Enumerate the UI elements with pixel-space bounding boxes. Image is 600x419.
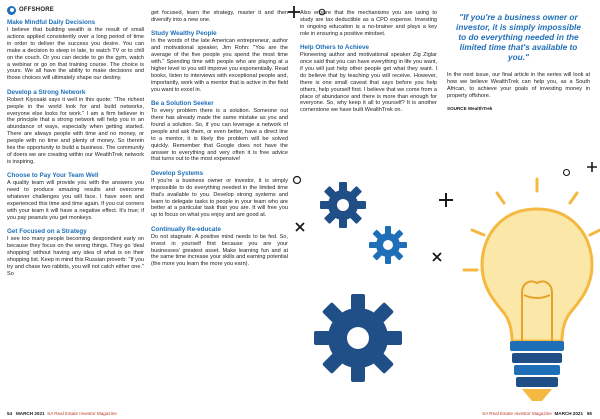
circle-icon <box>318 8 326 16</box>
heading-pay-team: Choose to Pay Your Team Well <box>7 172 99 180</box>
heading-focused-strategy: Get Focused on a Strategy <box>7 228 87 236</box>
paragraph: In the words of the late American entrepreneur, author and motivational speaker, Jim Rohn: "You are the average of the five people you spend the most time with." Spending time with people who are playing at a higher level to you will improve you exponentially. Read books, listen to interviews with exceptional people and, importantly, work with a mentor that is active in the field you want to excel in. <box>151 38 288 93</box>
footer-right <box>482 411 592 416</box>
section-label: OFFSHORE <box>19 7 54 13</box>
heading-re-educate: Continually Re-educate <box>151 225 221 233</box>
plus-icon <box>585 160 599 174</box>
column-4 <box>447 10 590 113</box>
magazine-logo-icon <box>7 6 16 15</box>
cross-icon <box>293 220 307 234</box>
paragraph: Also ensure that the mechanisms you are using to study are tax deductible as a CPD expense. Investing in ongoing education is a no-brainer and plays a key role in ensuring a positive mindset. <box>300 10 437 37</box>
magazine-name: SA Real Estate Investor Magazine <box>47 411 117 416</box>
section-header <box>7 5 54 15</box>
paragraph: I see too many people becoming despondent early on because they focus on the wrong things. They go 'deal shopping' without having any idea of what is on their shopping list. Keep in mind this Russian proverb: "If you try and chase two rabbits, you will not catch either one." So <box>7 236 145 277</box>
pull-quote: "If you're a business owner or investor, it is simply impossible to do everything needed in the limited time that's available to you." <box>456 12 581 62</box>
issue-date: MARCH 2021 <box>15 411 45 416</box>
paragraph: In the next issue, our final article in the series will look at how we believe WealthTrek can help you, as a South African, to achieve your goals of investing money in property offshore. <box>447 72 590 99</box>
paragraph: If you're a business owner or investor, it is simply impossible to do everything needed in the limited time that's available to you. Develop strong systems and learn to delegate tasks to people in your team who are better at a particular task than you are. It will free you up to focus on what you enjoy and are good at. <box>151 177 288 219</box>
heading-solution-seeker: Be a Solution Seeker <box>151 100 214 108</box>
paragraph: A quality team will provide you with the answers you need to produce amazing results and overcome whatever challenges you will face. I have seen and experienced this time and time again. If you cut corners with your team it will have a negative effect. It's true; if you pay peanuts you get monkeys. <box>7 180 144 221</box>
issue-date: MARCH 2021 <box>554 411 584 416</box>
heading-help-others: Help Others to Achieve <box>300 44 370 52</box>
source-credit: SOURCE WealthTrek <box>447 106 493 112</box>
paragraph: I believe that building wealth is the result of small actions applied consistently over a long period of time in order to deliver the success you desire. You can make a decision to sleep in late, to watch TV or to chill on the couch. Or you can decide to go the gym, watch a webinar or go on that training course. The choice is yours. We all have the ability to make decisions and those choices will ultimately shape our destiny. <box>7 27 144 82</box>
page-number: 55 <box>586 411 592 416</box>
footer-left <box>7 411 117 416</box>
light-bulb-illustration <box>442 175 600 411</box>
paragraph: Robert Kiyosaki says it well in this quote: "The richest people in the world look for and build networks, everyone else looks for work." I am a firm believer in the principle that a strong network will help you in an abundance of ways, especially when getting started. There are always people with time and no money, or people with no time and plenty of money. So therein lies the opportunity to build a business. The community of doers we are creating within our WealthTrek network is inspiring. <box>7 96 144 165</box>
column-3 <box>300 10 437 121</box>
gear-icon <box>310 290 406 386</box>
heading-mindful-decisions: Make Mindful Daily Decisions <box>7 19 96 26</box>
gear-icon <box>368 225 408 265</box>
plus-icon <box>286 4 302 20</box>
page-number: 54 <box>7 411 13 416</box>
paragraph: Pioneering author and motivational speaker Zig Ziglar once said that you can have everything in life you want, if you will just help other people get what they want. I do believe that by teaching you will receive. However, there is one small caveat that says before you help others, help yourself first. I believe that we come from a place of abundance and there is more than enough for everyone. So, why keep it all to yourself? It is another cornerstone we have built WealthTrek on. <box>300 52 437 114</box>
paragraph: Do not stagnate. A positive mind needs to be fed. So, invest in yourself first because you are your businesses' greatest asset. Make learning fun and at the same time increase your skills and earning potential (the more you learn the more you earn). <box>151 233 288 268</box>
heading-develop-systems: Develop Systems <box>151 169 204 177</box>
magazine-name: SA Real Estate Investor Magazine <box>482 411 552 416</box>
heading-strong-network: Develop a Strong Network <box>7 88 86 96</box>
heading-study-wealthy: Study Wealthy People <box>151 30 217 38</box>
paragraph: get focused, learn the strategy, master it and then diversify into a new one. <box>151 10 288 23</box>
column-1 <box>7 19 144 284</box>
gear-icon <box>318 180 368 230</box>
circle-icon <box>292 175 302 185</box>
paragraph: To every problem there is a solution. Someone out there has already made the same mistake as you and found a solution. So, if you can leverage a network of people and ask them, or even better, have a direct line to a mentor, it is likely the problem will be solved quickly. Remember that Google does not have the answer to everything and very often it is free advice that turns out to the most expensive! <box>151 108 288 163</box>
column-2 <box>151 10 288 275</box>
